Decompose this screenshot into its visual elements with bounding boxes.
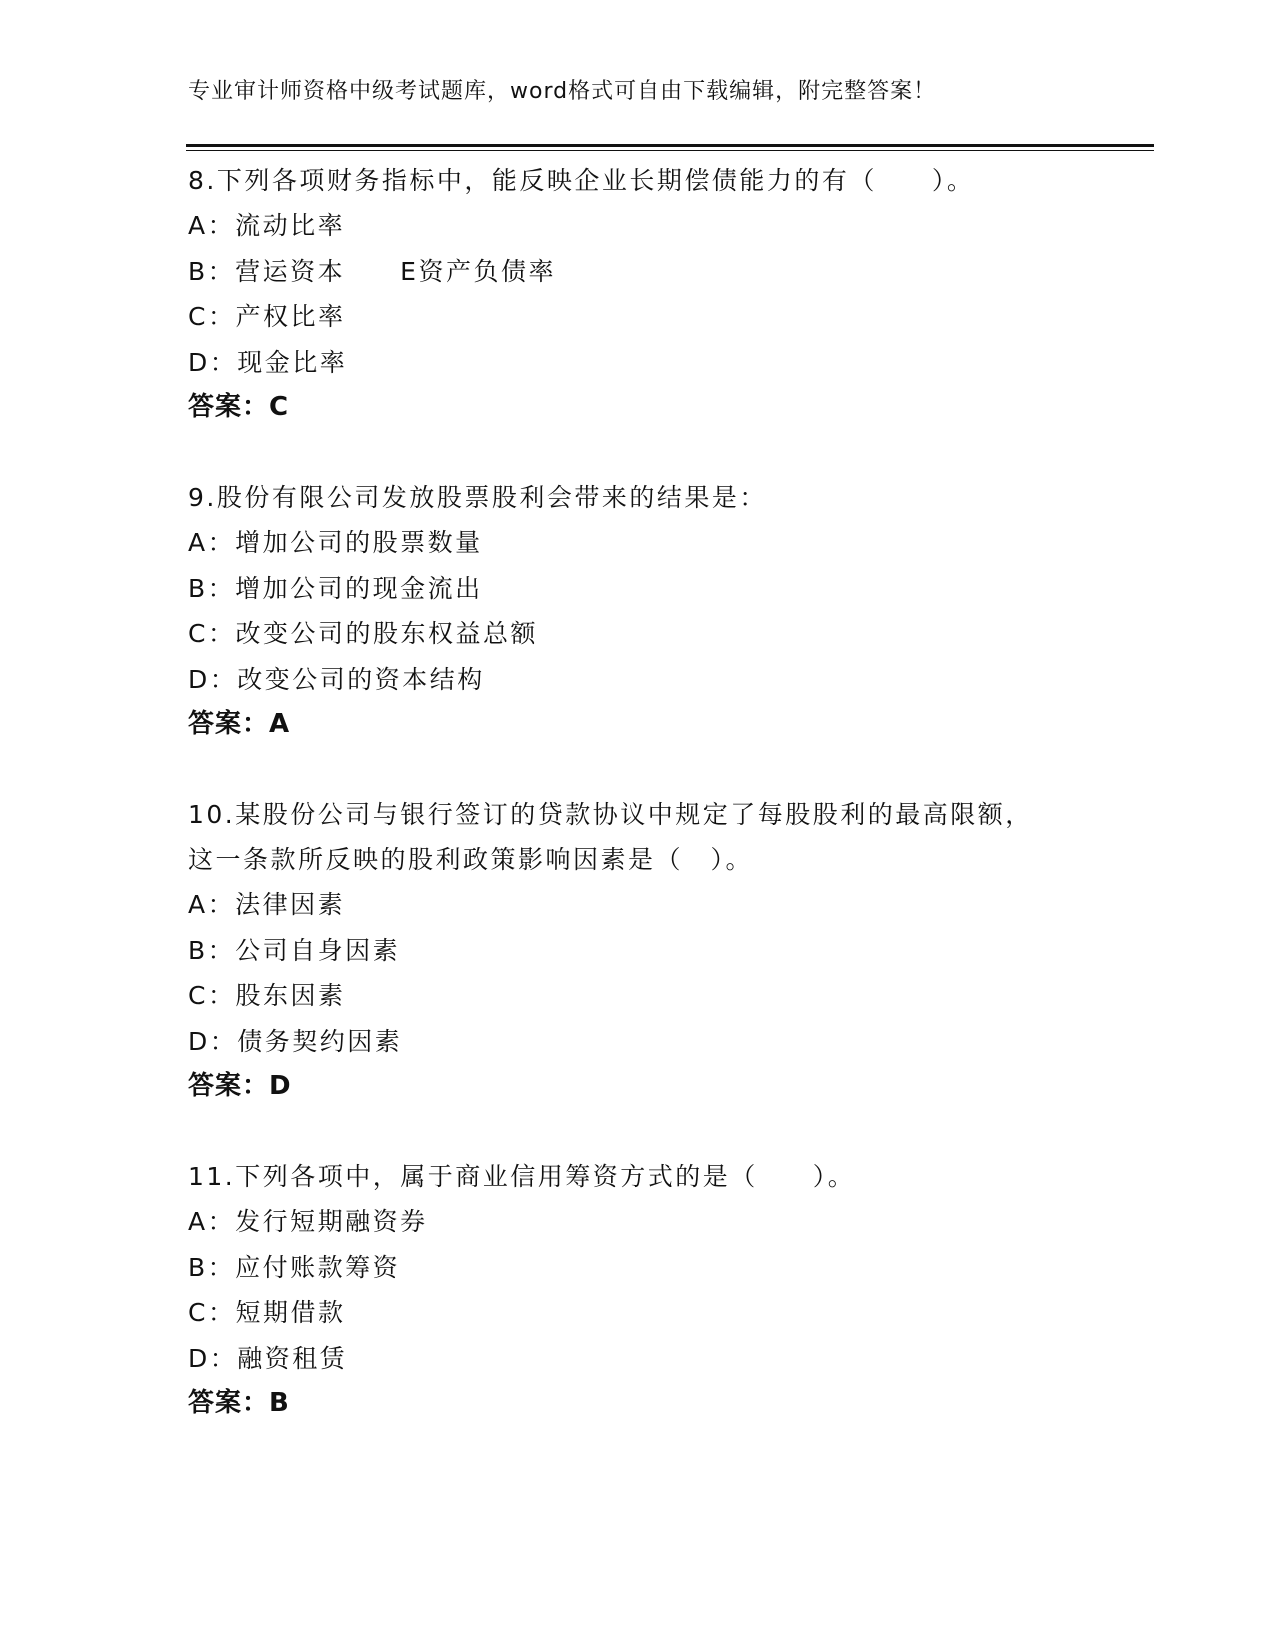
option-b: B：增加公司的现金流出 <box>188 573 483 603</box>
answer: 答案：D <box>188 1071 292 1101</box>
option-a: A：增加公司的股票数量 <box>188 528 483 557</box>
header-rule-thin <box>186 150 1154 151</box>
option-c: C：改变公司的股东权益总额 <box>188 619 538 648</box>
question-stem: 11.下列各项中，属于商业信用筹资方式的是（ ）。 <box>188 1162 856 1191</box>
option-d: D：现金比率 <box>188 347 348 377</box>
option-c: C：短期借款 <box>188 1298 346 1327</box>
page-header: 专业审计师资格中级考试题库，word格式可自由下载编辑，附完整答案！ <box>188 79 937 104</box>
option-c: C：产权比率 <box>188 302 346 331</box>
answer: 答案：A <box>188 709 291 739</box>
option-a: A：发行短期融资券 <box>188 1207 428 1236</box>
option-d: D：改变公司的资本结构 <box>188 664 485 694</box>
option-c: C：股东因素 <box>188 981 346 1010</box>
question-10 <box>188 792 1148 1109</box>
question-9 <box>188 475 1148 747</box>
answer: 答案：C <box>188 392 290 422</box>
spacer <box>188 430 1148 475</box>
option-a: A：流动比率 <box>188 211 346 240</box>
option-b: B：营运资本 E资产负债率 <box>188 256 556 286</box>
question-stem-line-1: 10.某股份公司与银行签订的贷款协议中规定了每股股利的最高限额， <box>188 800 1033 829</box>
option-a: A：法律因素 <box>188 890 346 919</box>
question-stem: 9.股份有限公司发放股票股利会带来的结果是： <box>188 483 767 512</box>
header-rule-thick <box>186 144 1154 147</box>
question-8 <box>188 158 1148 430</box>
spacer <box>188 1109 1148 1154</box>
question-list <box>188 158 1148 1426</box>
answer: 答案：B <box>188 1388 290 1418</box>
option-b: B：公司自身因素 <box>188 935 401 965</box>
question-stem: 8.下列各项财务指标中，能反映企业长期偿债能力的有（ ）。 <box>188 166 975 195</box>
option-d: D：债务契约因素 <box>188 1026 403 1056</box>
option-b: B：应付账款筹资 <box>188 1252 401 1282</box>
question-stem-line-2: 这一条款所反映的股利政策影响因素是（ ）。 <box>188 845 754 874</box>
option-d: D：融资租赁 <box>188 1343 348 1373</box>
question-11 <box>188 1154 1148 1426</box>
spacer <box>188 747 1148 792</box>
